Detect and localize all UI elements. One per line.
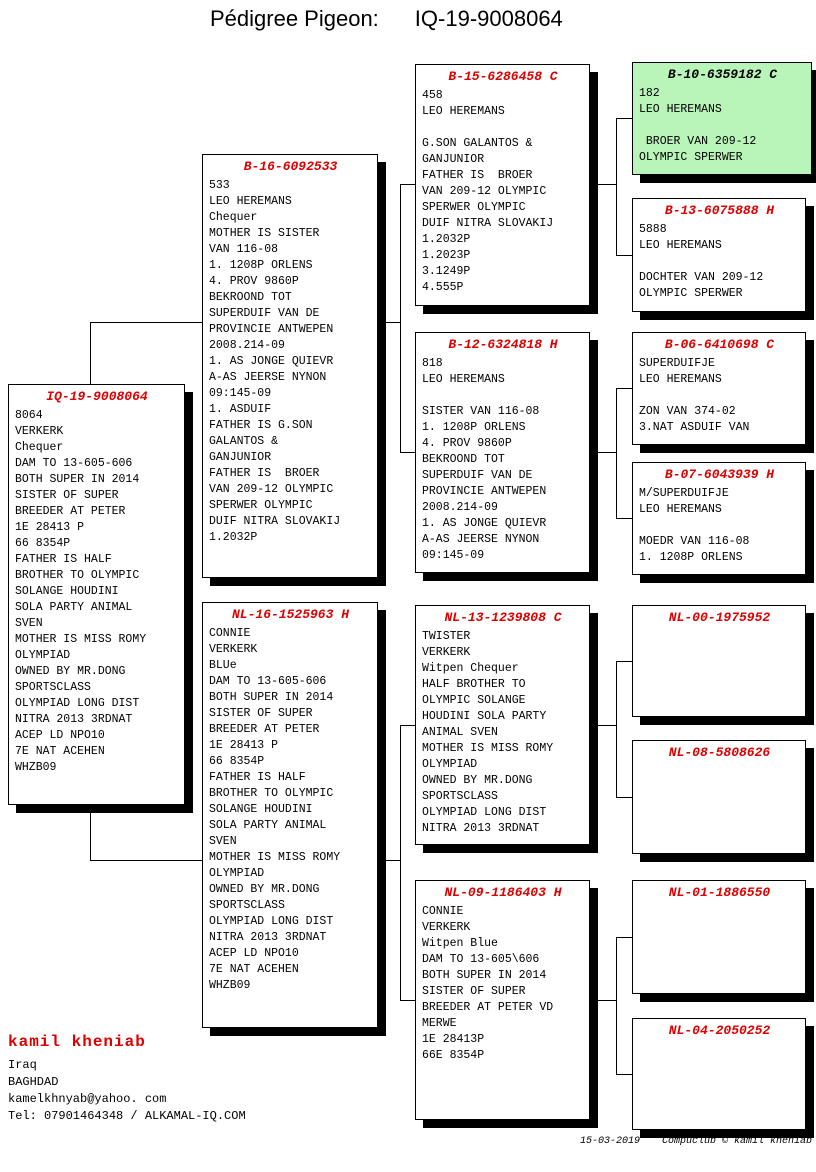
- pedigree-text-line: Witpen Blue: [422, 937, 498, 950]
- pedigree-box-subject: [8, 384, 185, 805]
- pedigree-text-line: LEO HEREMANS: [422, 373, 505, 386]
- pedigree-text-line: FATHER IS BROER: [422, 169, 533, 182]
- pedigree-text-line: 1E 28413 P: [15, 521, 85, 534]
- pedigree-box-g4-1-highlighted: [632, 62, 812, 175]
- pigeon-details: [639, 222, 800, 302]
- pedigree-text-line: BOTH SUPER IN 2014: [15, 473, 140, 486]
- pedigree-text-line: OLYMPIAD LONG DIST: [209, 915, 334, 928]
- pigeon-details: [639, 356, 800, 436]
- pedigree-text-line: ZON VAN 374-02: [639, 405, 736, 418]
- pedigree-text-line: WHZB09: [15, 761, 57, 774]
- connector-line: [616, 797, 632, 798]
- connector-line: [400, 725, 401, 1000]
- pedigree-text-line: OWNED BY MR.DONG: [209, 883, 320, 896]
- pedigree-box-g4-5: [632, 605, 806, 717]
- pedigree-text-line: CONNIE: [209, 627, 251, 640]
- pedigree-text-line: ACEP LD NPO10: [15, 729, 105, 742]
- pedigree-text-line: ANIMAL SVEN: [422, 726, 498, 739]
- pedigree-text-line: WHZB09: [209, 979, 251, 992]
- pedigree-text-line: A-AS JEERSE NYNON: [422, 533, 540, 546]
- pigeon-details: [209, 178, 372, 546]
- page-footer: [580, 1136, 812, 1147]
- pedigree-text-line: VERKERK: [422, 921, 471, 934]
- connector-line: [616, 1074, 632, 1075]
- connector-line: [90, 805, 91, 860]
- connector-line: [90, 322, 202, 323]
- pedigree-box-dam-dam: [415, 880, 590, 1120]
- pedigree-text-line: Chequer: [15, 441, 64, 454]
- pedigree-text-line: 09:145-09: [209, 387, 272, 400]
- pedigree-text-line: Iraq: [8, 1058, 37, 1072]
- pedigree-text-line: 2008.214-09: [209, 339, 285, 352]
- pedigree-text-line: SVEN: [15, 617, 43, 630]
- pedigree-text-line: HOUDINI SOLA PARTY: [422, 710, 547, 723]
- pedigree-text-line: [422, 388, 584, 404]
- pedigree-text-line: VERKERK: [422, 646, 471, 659]
- connector-line: [590, 452, 616, 453]
- pedigree-text-line: 818: [422, 357, 443, 370]
- pedigree-text-line: PROVINCIE ANTWEPEN: [209, 323, 334, 336]
- pedigree-text-line: OWNED BY MR.DONG: [422, 774, 533, 787]
- ring-title: B-15-6286458 C: [448, 69, 558, 84]
- pedigree-text-line: 4. PROV 9860P: [209, 275, 299, 288]
- pedigree-text-line: OLYMPIC SPERWER: [639, 287, 743, 300]
- ring-title: NL-00-1975952: [668, 610, 771, 625]
- pedigree-text-line: [639, 388, 800, 404]
- ring-title: NL-09-1186403 H: [444, 885, 562, 900]
- pedigree-text-line: DUIF NITRA SLOVAKIJ: [209, 515, 341, 528]
- ring-title: NL-13-1239808 C: [444, 610, 562, 625]
- pedigree-text-line: 533: [209, 179, 230, 192]
- pedigree-text-line: 1. 1208P ORLENS: [422, 421, 526, 434]
- pedigree-text-line: SISTER OF SUPER: [209, 707, 313, 720]
- pedigree-text-line: 7E NAT ACEHEN: [15, 745, 105, 758]
- connector-line: [616, 937, 617, 1074]
- pedigree-box-sire-sire: [415, 64, 590, 306]
- pedigree-text-line: [639, 118, 806, 134]
- pedigree-text-line: OLYMPIC SPERWER: [639, 151, 743, 164]
- pedigree-text-line: BAGHDAD: [8, 1075, 59, 1089]
- pedigree-text-line: DAM TO 13-605-606: [209, 675, 327, 688]
- connector-line: [400, 452, 415, 453]
- connector-line: [90, 322, 91, 384]
- connector-line: [590, 184, 616, 185]
- ring-title: NL-08-5808626: [668, 745, 771, 760]
- ring-title: IQ-19-9008064: [46, 389, 148, 404]
- connector-line: [616, 388, 632, 389]
- pedigree-text-line: OLYMPIAD: [422, 758, 478, 771]
- ring-title: B-06-6410698 C: [664, 337, 775, 352]
- footer-date: 15-03-2019: [579, 1136, 640, 1147]
- pedigree-text-line: Witpen Chequer: [422, 662, 519, 675]
- pedigree-text-line: NITRA 2013 3RDNAT: [209, 931, 327, 944]
- pedigree-text-line: BROTHER TO OLYMPIC: [15, 569, 140, 582]
- pedigree-text-line: 5888: [639, 223, 667, 236]
- pedigree-text-line: MOTHER IS SISTER: [209, 227, 320, 240]
- pedigree-text-line: MOTHER IS MISS ROMY: [422, 742, 554, 755]
- pedigree-text-line: SPORTSCLASS: [209, 899, 285, 912]
- ring-title: B-16-6092533: [243, 159, 338, 174]
- page-title-label: Pédigree Pigeon:: [210, 6, 379, 31]
- pedigree-text-line: 1E 28413P: [422, 1033, 485, 1046]
- pedigree-text-line: M/SUPERDUIFJE: [639, 487, 729, 500]
- pigeon-details: [639, 86, 806, 166]
- connector-line: [378, 322, 400, 323]
- pedigree-text-line: GANJUNIOR: [209, 451, 272, 464]
- pedigree-text-line: VAN 209-12 OLYMPIC: [422, 185, 547, 198]
- pedigree-text-line: BOTH SUPER IN 2014: [209, 691, 334, 704]
- connector-line: [616, 255, 632, 256]
- pigeon-details: [639, 486, 800, 566]
- ring-title: B-10-6359182 C: [667, 67, 778, 82]
- pedigree-text-line: DAM TO 13-605-606: [15, 457, 133, 470]
- pedigree-text-line: LEO HEREMANS: [639, 503, 722, 516]
- pedigree-text-line: 1. ASDUIF: [209, 403, 272, 416]
- pedigree-text-line: kamelkhnyab@yahoo. com: [8, 1092, 167, 1106]
- pedigree-text-line: FATHER IS HALF: [15, 553, 112, 566]
- pedigree-text-line: VERKERK: [209, 643, 258, 656]
- pedigree-text-line: SISTER OF SUPER: [15, 489, 119, 502]
- ring-title: B-07-6043939 H: [664, 467, 775, 482]
- pedigree-box-g4-7: [632, 880, 806, 994]
- pedigree-text-line: FATHER IS BROER: [209, 467, 320, 480]
- pedigree-text-line: 1. AS JONGE QUIEVR: [209, 355, 334, 368]
- pedigree-text-line: BOTH SUPER IN 2014: [422, 969, 547, 982]
- connector-line: [616, 518, 632, 519]
- footer-credit: Compuclub © kamil kheniab: [661, 1136, 812, 1147]
- pedigree-text-line: 1.2032P: [209, 531, 258, 544]
- pedigree-text-line: [639, 518, 800, 534]
- page-title-ring-number: IQ-19-9008064: [414, 6, 563, 31]
- pedigree-box-sire-dam: [415, 332, 590, 573]
- pedigree-text-line: BROER VAN 209-12: [639, 135, 757, 148]
- pedigree-text-line: 3.NAT ASDUIF VAN: [639, 421, 750, 434]
- pigeon-details: [422, 88, 584, 296]
- connector-line: [378, 860, 400, 861]
- pedigree-text-line: 458: [422, 89, 443, 102]
- pedigree-text-line: BROTHER TO OLYMPIC: [209, 787, 334, 800]
- pedigree-text-line: DUIF NITRA SLOVAKIJ: [422, 217, 554, 230]
- pedigree-text-line: HALF BROTHER TO: [422, 678, 526, 691]
- ring-title: B-13-6075888 H: [664, 203, 775, 218]
- pedigree-box-sire: [202, 154, 378, 578]
- pedigree-box-g4-4: [632, 462, 806, 575]
- pedigree-text-line: SOLANGE HOUDINI: [15, 585, 119, 598]
- pedigree-text-line: SUPERDUIF VAN DE: [422, 469, 533, 482]
- connector-line: [590, 1000, 616, 1001]
- pedigree-text-line: 3.1249P: [422, 265, 471, 278]
- pedigree-text-line: LEO HEREMANS: [209, 195, 292, 208]
- pedigree-text-line: SUPERDUIF VAN DE: [209, 307, 320, 320]
- pedigree-text-line: 7E NAT ACEHEN: [209, 963, 299, 976]
- pedigree-text-line: 1.2023P: [422, 249, 471, 262]
- pedigree-text-line: BEKROOND TOT: [422, 453, 505, 466]
- pedigree-text-line: A-AS JEERSE NYNON: [209, 371, 327, 384]
- pedigree-text-line: CONNIE: [422, 905, 464, 918]
- pedigree-text-line: LEO HEREMANS: [639, 373, 722, 386]
- pedigree-text-line: MOTHER IS MISS ROMY: [209, 851, 341, 864]
- connector-line: [400, 184, 401, 452]
- pedigree-text-line: LEO HEREMANS: [639, 239, 722, 252]
- pedigree-text-line: DAM TO 13-605\606: [422, 953, 540, 966]
- pedigree-text-line: FATHER IS G.SON: [209, 419, 313, 432]
- connector-line: [616, 118, 632, 119]
- pedigree-text-line: VAN 116-08: [209, 243, 279, 256]
- pedigree-box-dam-sire: [415, 605, 590, 845]
- pedigree-text-line: 1. AS JONGE QUIEVR: [422, 517, 547, 530]
- pedigree-text-line: 2008.214-09: [422, 501, 498, 514]
- pedigree-text-line: SISTER VAN 116-08: [422, 405, 540, 418]
- connector-line: [616, 118, 617, 255]
- ring-title: B-12-6324818 H: [448, 337, 558, 352]
- pedigree-text-line: NITRA 2013 3RDNAT: [422, 822, 540, 835]
- connector-line: [400, 725, 415, 726]
- pedigree-text-line: BLUe: [209, 659, 237, 672]
- ring-title: NL-01-1886550: [668, 885, 771, 900]
- pedigree-text-line: 66 8354P: [15, 537, 71, 550]
- pedigree-box-g4-6: [632, 740, 806, 854]
- ring-title: NL-16-1525963 H: [231, 607, 350, 622]
- pedigree-text-line: SPORTSCLASS: [15, 681, 91, 694]
- pedigree-text-line: ACEP LD NPO10: [209, 947, 299, 960]
- pedigree-text-line: GALANTOS &: [209, 435, 279, 448]
- pedigree-text-line: DOCHTER VAN 209-12: [639, 271, 764, 284]
- pedigree-text-line: 4. PROV 9860P: [422, 437, 512, 450]
- connector-line: [616, 661, 617, 797]
- pedigree-text-line: NITRA 2013 3RDNAT: [15, 713, 133, 726]
- pedigree-text-line: 182: [639, 87, 660, 100]
- pedigree-text-line: VERKERK: [15, 425, 64, 438]
- pedigree-text-line: MOEDR VAN 116-08: [639, 535, 750, 548]
- pedigree-text-line: BREEDER AT PETER: [209, 723, 320, 736]
- ring-title: NL-04-2050252: [668, 1023, 771, 1038]
- pedigree-text-line: 4.555P: [422, 281, 464, 294]
- connector-line: [616, 661, 632, 662]
- pedigree-text-line: VAN 209-12 OLYMPIC: [209, 483, 334, 496]
- pedigree-text-line: SPORTSCLASS: [422, 790, 498, 803]
- pedigree-text-line: OWNED BY MR.DONG: [15, 665, 126, 678]
- pedigree-text-line: 1. 1208P ORLENS: [639, 551, 743, 564]
- pedigree-text-line: FATHER IS HALF: [209, 771, 306, 784]
- pigeon-details: [422, 904, 584, 1064]
- pedigree-text-line: Tel: 07901464348 / ALKAMAL-IQ.COM: [8, 1109, 246, 1123]
- pedigree-box-g4-3: [632, 332, 806, 445]
- connector-line: [616, 388, 617, 518]
- connector-line: [90, 860, 202, 861]
- pedigree-text-line: SUPERDUIFJE: [639, 357, 715, 370]
- pedigree-text-line: MERWE: [422, 1017, 457, 1030]
- pedigree-text-line: 66 8354P: [209, 755, 265, 768]
- pedigree-text-line: LEO HEREMANS: [639, 103, 722, 116]
- owner-name: kamil kheniab: [8, 1033, 146, 1051]
- pedigree-text-line: SPERWER OLYMPIC: [422, 201, 526, 214]
- pedigree-text-line: SISTER OF SUPER: [422, 985, 526, 998]
- pedigree-text-line: BREEDER AT PETER VD: [422, 1001, 554, 1014]
- pedigree-text-line: OLYMPIAD LONG DIST: [422, 806, 547, 819]
- pedigree-text-line: TWISTER: [422, 630, 471, 643]
- pedigree-text-line: 1.2032P: [422, 233, 471, 246]
- pedigree-text-line: OLYMPIAD: [15, 649, 71, 662]
- pedigree-text-line: [639, 254, 800, 270]
- pedigree-text-line: 09:145-09: [422, 549, 485, 562]
- connector-line: [590, 725, 616, 726]
- connector-line: [400, 1000, 415, 1001]
- pedigree-box-dam: [202, 602, 378, 1028]
- pedigree-text-line: MOTHER IS MISS ROMY: [15, 633, 147, 646]
- pedigree-text-line: PROVINCIE ANTWEPEN: [422, 485, 547, 498]
- pedigree-text-line: GANJUNIOR: [422, 153, 485, 166]
- pedigree-text-line: LEO HEREMANS: [422, 105, 505, 118]
- pigeon-details: [15, 408, 179, 776]
- pedigree-text-line: OLYMPIAD: [209, 867, 265, 880]
- pedigree-text-line: BREEDER AT PETER: [15, 505, 126, 518]
- pedigree-text-line: SVEN: [209, 835, 237, 848]
- pedigree-text-line: Chequer: [209, 211, 258, 224]
- pigeon-details: [422, 356, 584, 564]
- pedigree-text-line: SOLA PARTY ANIMAL: [15, 601, 133, 614]
- pedigree-text-line: 8064: [15, 409, 43, 422]
- pedigree-box-g4-2: [632, 198, 806, 312]
- connector-line: [616, 937, 632, 938]
- owner-contact-details: [8, 1057, 246, 1125]
- owner-contact-block: [8, 1031, 246, 1125]
- pigeon-details: [209, 626, 372, 994]
- pigeon-details: [422, 629, 584, 837]
- pedigree-text-line: 1. 1208P ORLENS: [209, 259, 313, 272]
- pedigree-text-line: SOLANGE HOUDINI: [209, 803, 313, 816]
- pedigree-text-line: 1E 28413 P: [209, 739, 279, 752]
- pedigree-text-line: OLYMPIC SOLANGE: [422, 694, 526, 707]
- pedigree-text-line: [422, 120, 584, 136]
- pedigree-text-line: SPERWER OLYMPIC: [209, 499, 313, 512]
- connector-line: [400, 184, 415, 185]
- pedigree-text-line: G.SON GALANTOS &: [422, 137, 533, 150]
- page-title: [210, 6, 563, 32]
- pedigree-text-line: 66E 8354P: [422, 1049, 485, 1062]
- pedigree-text-line: SOLA PARTY ANIMAL: [209, 819, 327, 832]
- pedigree-text-line: OLYMPIAD LONG DIST: [15, 697, 140, 710]
- pedigree-text-line: BEKROOND TOT: [209, 291, 292, 304]
- pedigree-box-g4-8: [632, 1018, 806, 1130]
